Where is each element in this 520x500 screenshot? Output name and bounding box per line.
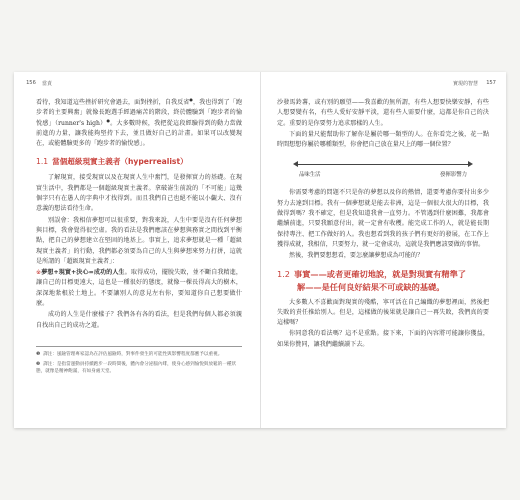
section-heading-1-1	[36, 157, 242, 167]
right-page-number: 157	[486, 80, 496, 86]
paragraph: 沙發馬鈴薯，或有別的願望——我喜歡的無所謂，有些人想要快樂安靜，有些人想要變有名，有些人愛好安靜平淡，還有些人需要什麼，這都是你自己的決定。重要的是你要努力追求那樣的人生。	[277, 99, 489, 127]
scale-left-label: 品味生活	[299, 172, 321, 179]
formula-paragraph: ※夢想+現實+決心=成功的人生。取得成功，擺脫失敗，並不斷自我精進，讓自己的目標更遠大，這也是一種很好的態度，就像一棵長得高大的樹木，深深地紮根於土地上。不要讓別人的意見左右你，要知道你自己想要做什麼。	[36, 269, 242, 308]
paragraph: 成功的人生是什麼樣子？我們各有各的看法，但是我們每個人都必須親自找出自己的成功之道。	[36, 311, 242, 329]
spectrum-scale	[277, 158, 489, 180]
paragraph: 看待，我知道這些挫折研究會過去，面對挫折，自我反省●，我也得到了「跑步者的主要興奮」就像長跑選手經過痛苦的階段，終於體驗到「跑步者的愉悅感」（runner's high）●。大多數時候，我把從這段經驗得到的動力當做前進的力量，讓我能夠堅持下去，並且做好自己的計畫。如果可以改變現在，或能體驗更多的「跑步者的愉悅感」。	[36, 96, 243, 148]
section-title-line1: 事實——或者更確切地說，就是對現實有精準了	[294, 268, 466, 279]
paragraph: 下面的量尺能幫助你了解你是屬於哪一類型的人。在你看完之後，花一點時間想想你屬於哪種類型，你會把自己放在量尺上的哪一個位置？	[277, 130, 489, 149]
left-page-number: 156	[26, 80, 36, 86]
left-page-body	[36, 98, 242, 332]
right-page	[261, 72, 506, 428]
section-heading-1-2	[277, 268, 489, 294]
section-number: 1.1	[36, 157, 49, 167]
formula-text: 夢想+現實+決心=成功的人生	[41, 269, 125, 277]
left-page	[14, 72, 260, 428]
section-number: 1.2	[277, 268, 291, 279]
paragraph: 你同意我的看法嗎？這不是重點。接下來，下面的內容將可能讓你獲益，如果你贊同，讓我們繼續讀下去。	[277, 330, 489, 348]
paragraph: 大多數人不喜歡面對現實的殘酷，寧可活在自己編織的夢想裡面，然後把失敗的責任推給別人。但是，這樣做的後果就是讓自己一再失敗，我們真的要這樣嗎？	[277, 298, 489, 327]
paragraph: 你需要考慮的問題不只是你的夢想以及你的熱情，還要考慮你要付出多少努力去達到目標。我有一個夢想就是能去非洲，這是一個很大很大的目標，我做得到嗎？我不確定，但是我知道我會一直努力。不管遇到什麼困難，我都會繼續前進，只要我願意付出，就一定會有收穫。能完成工作的人，就是能長期保持專注、把工作做好的人。我也想看到我的孩子們有更好的發展，在工作上獲得成就，我相信，只要努力，就一定會成功，這就是我們應該要做的事情。	[277, 189, 489, 248]
footnote: ❷ 譯注：是指當運動員持續跑步一段時間後，體內會分泌腦內啡，使身心感到愉悅與放鬆的一種狀態，就像是精神飽滿，有如身處天堂。	[36, 361, 237, 375]
right-page-body	[277, 98, 489, 351]
scale-right-label: 發揮影響力	[440, 172, 467, 179]
section-title: 當個超級現實主義者（hyperrealist）	[52, 157, 188, 167]
paragraph: 別誤會：我相信夢想可以很重要，對我來說，人生中要是沒有任何夢想與目標，我會覺得很空虛。我的看法是我們應該在夢想與務實之間找到平衡點，把自己的夢想建立在堅固的地基上。事實上，追求夢想就是一種「超級現實主義者」的行動，我們都必須要為自己的人生與夢想來努力打拼，這就是所謂的「超級現實主義者」：	[36, 216, 242, 265]
right-running-title: 實現的智慧	[452, 81, 478, 87]
footnotes	[36, 346, 242, 378]
paragraph: 了解現實，接受現實以及在現實人生中奮鬥，是發揮實力的基礎。在現實生活中，我們都是一個超級現實主義者。拿破崙生前說的「不可能」這幾個字只有在愚人的字典中才找得到。而且我們自己也絕不能以小覷大、沒有意義的想法看待生命。	[36, 174, 242, 213]
scale-line	[297, 164, 469, 165]
book-spread	[14, 72, 506, 428]
paragraph: 然後，我們要想想看，要怎麼讓夢想成為可能的？	[289, 252, 424, 260]
section-title-line2: 解——是任何良好結果不可或缺的基礎。	[297, 281, 445, 292]
footnote: ❶ 譯注：風險管理專家認為在評估風險時，對事件發生的可能性與影響程度都應予以重視。	[36, 352, 223, 357]
arrow-right-icon	[468, 161, 473, 167]
left-running-title: 當責	[42, 81, 53, 87]
formula-bullet: ※	[36, 269, 42, 277]
